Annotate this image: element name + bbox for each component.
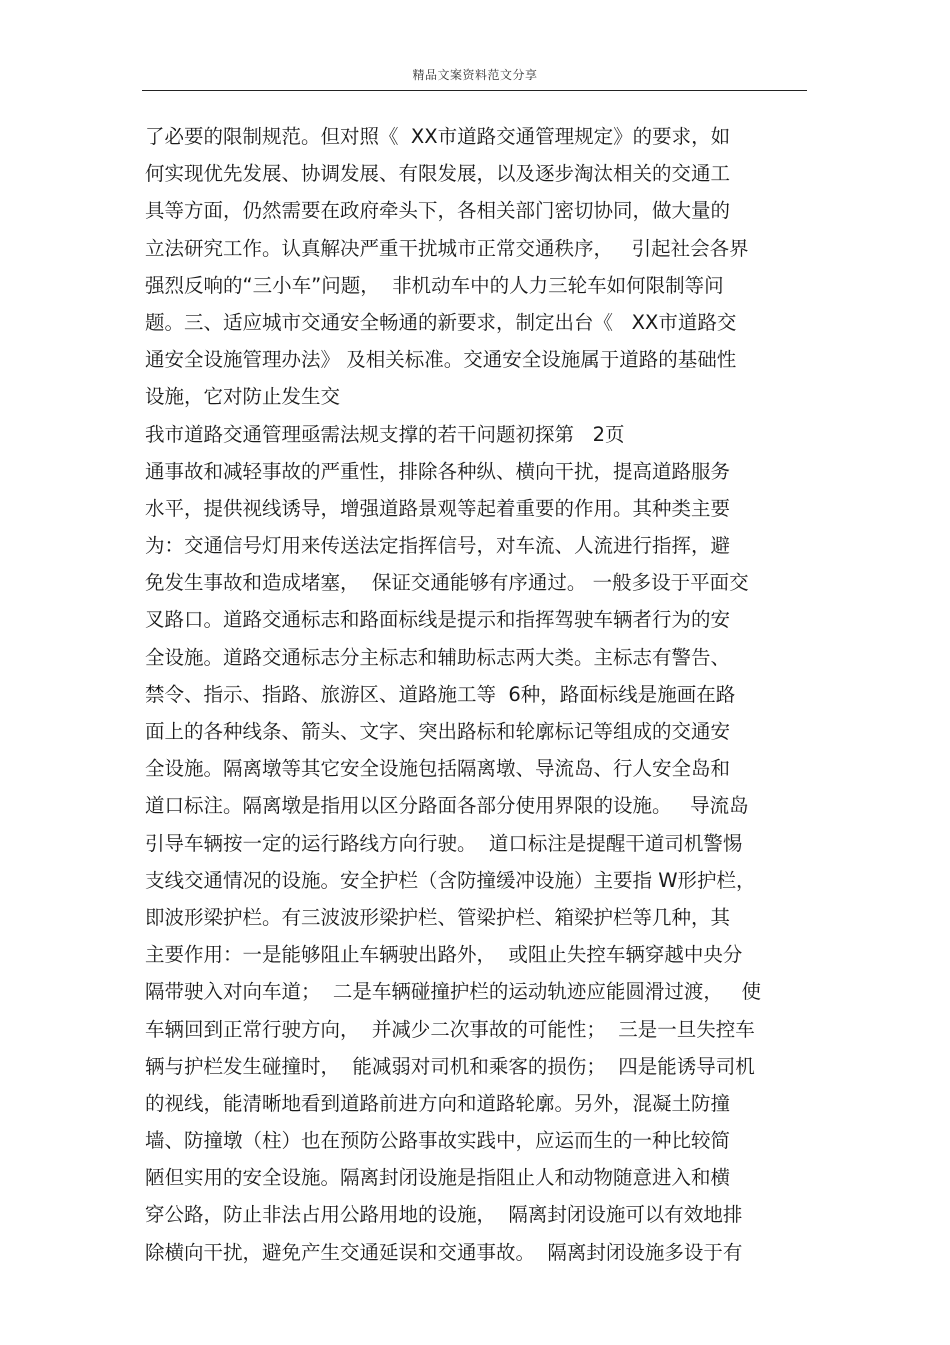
text-line: 陋但实用的安全设施。隔离封闭设施是指阻止人和动物随意进入和横 (145, 1166, 731, 1190)
text-line: 车辆回到正常行驶方向， 并减少二次事故的可能性； 三是一旦失控车 (145, 1017, 755, 1041)
text-line: 引导车辆按一定的运行路线方向行驶。 道口标注是提醒干道司机警惕 (145, 831, 743, 855)
text-line: 叉路口。道路交通标志和路面标线是提示和指挥驾驶车辆者行为的安 (145, 608, 731, 632)
text-line: 通安全设施管理办法》 及相关标准。交通安全设施属于道路的基础性 (145, 348, 737, 372)
text-line: 了必要的限制规范。但对照《 XX市道路交通管理规定》的要求，如 (145, 125, 731, 148)
text-line: 墙、防撞墩（柱）也在预防公路事故实践中，应运而生的一种比较简 (145, 1129, 731, 1153)
page-break-title: 我市道路交通管理亟需法规支撑的若干问题初探第 2页 (145, 422, 625, 446)
text-line: 穿公路，防止非法占用公路用地的设施， 隔离封闭设施可以有效地排 (145, 1203, 743, 1227)
text-line: 为：交通信号灯用来传送法定指挥信号，对车流、人流进行指挥，避 (145, 534, 731, 558)
text-line: 主要作用：一是能够阻止车辆驶出路外， 或阻止失控车辆穿越中央分 (145, 943, 743, 967)
text-line: 具等方面，仍然需要在政府牵头下，各相关部门密切协同，做大量的 (145, 199, 731, 223)
text-line: 水平，提供视线诱导，增强道路景观等起着重要的作用。其种类主要 (145, 496, 731, 520)
text-line: 除横向干扰，避免产生交通延误和交通事故。 隔离封闭设施多设于有 (145, 1240, 743, 1264)
text-line: 面上的各种线条、箭头、文字、突出路标和轮廓标记等组成的交通安 (145, 720, 731, 743)
text-line: 道口标注。隔离墩是指用以区分路面各部分使用界限的设施。 导流岛 (145, 794, 749, 818)
text-line: 辆与护栏发生碰撞时， 能减弱对司机和乘客的损伤； 四是能诱导司机 (145, 1054, 755, 1078)
text-line: 隔带驶入对向车道； 二是车辆碰撞护栏的运动轨迹应能圆滑过渡， 使 (145, 980, 761, 1004)
text-line: 通事故和减轻事故的严重性，排除各种纵、横向干扰，提高道路服务 (145, 459, 731, 483)
text-line: 全设施。道路交通标志分主标志和辅助标志两大类。主标志有警告、 (145, 645, 731, 669)
text-line: 何实现优先发展、协调发展、有限发展，以及逐步淘汰相关的交通工 (145, 162, 731, 186)
text-line: 全设施。隔离墩等其它安全设施包括隔离墩、导流岛、行人安全岛和 (145, 757, 731, 781)
page-header-title: 精品文案资料范文分享 (412, 68, 538, 82)
text-line: 立法研究工作。认真解决严重干扰城市正常交通秩序， 引起社会各界 (145, 236, 749, 260)
text-line: 即波形梁护栏。有三波波形梁护栏、管梁护栏、箱梁护栏等几种，其 (145, 905, 731, 929)
text-line: 题。三、适应城市交通安全畅通的新要求，制定出台《 XX市道路交 (145, 310, 737, 334)
body-text (145, 118, 805, 1271)
text-line: 设施，它对防止发生交 (145, 385, 341, 409)
text-line: 的视线，能清晰地看到道路前进方向和道路轮廓。另外，混凝土防撞 (145, 1091, 731, 1115)
text-line: 免发生事故和造成堵塞， 保证交通能够有序通过。 一般多设于平面交 (145, 571, 749, 595)
text-line: 禁令、指示、指路、旅游区、道路施工等 6种，路面标线是施画在路 (145, 682, 736, 706)
text-line: 支线交通情况的设施。安全护栏（含防撞缓冲设施）主要指 W形护栏， (145, 868, 756, 892)
header-divider (142, 90, 807, 91)
text-line: 强烈反响的“三小车”问题， 非机动车中的人力三轮车如何限制等问 (145, 273, 724, 297)
